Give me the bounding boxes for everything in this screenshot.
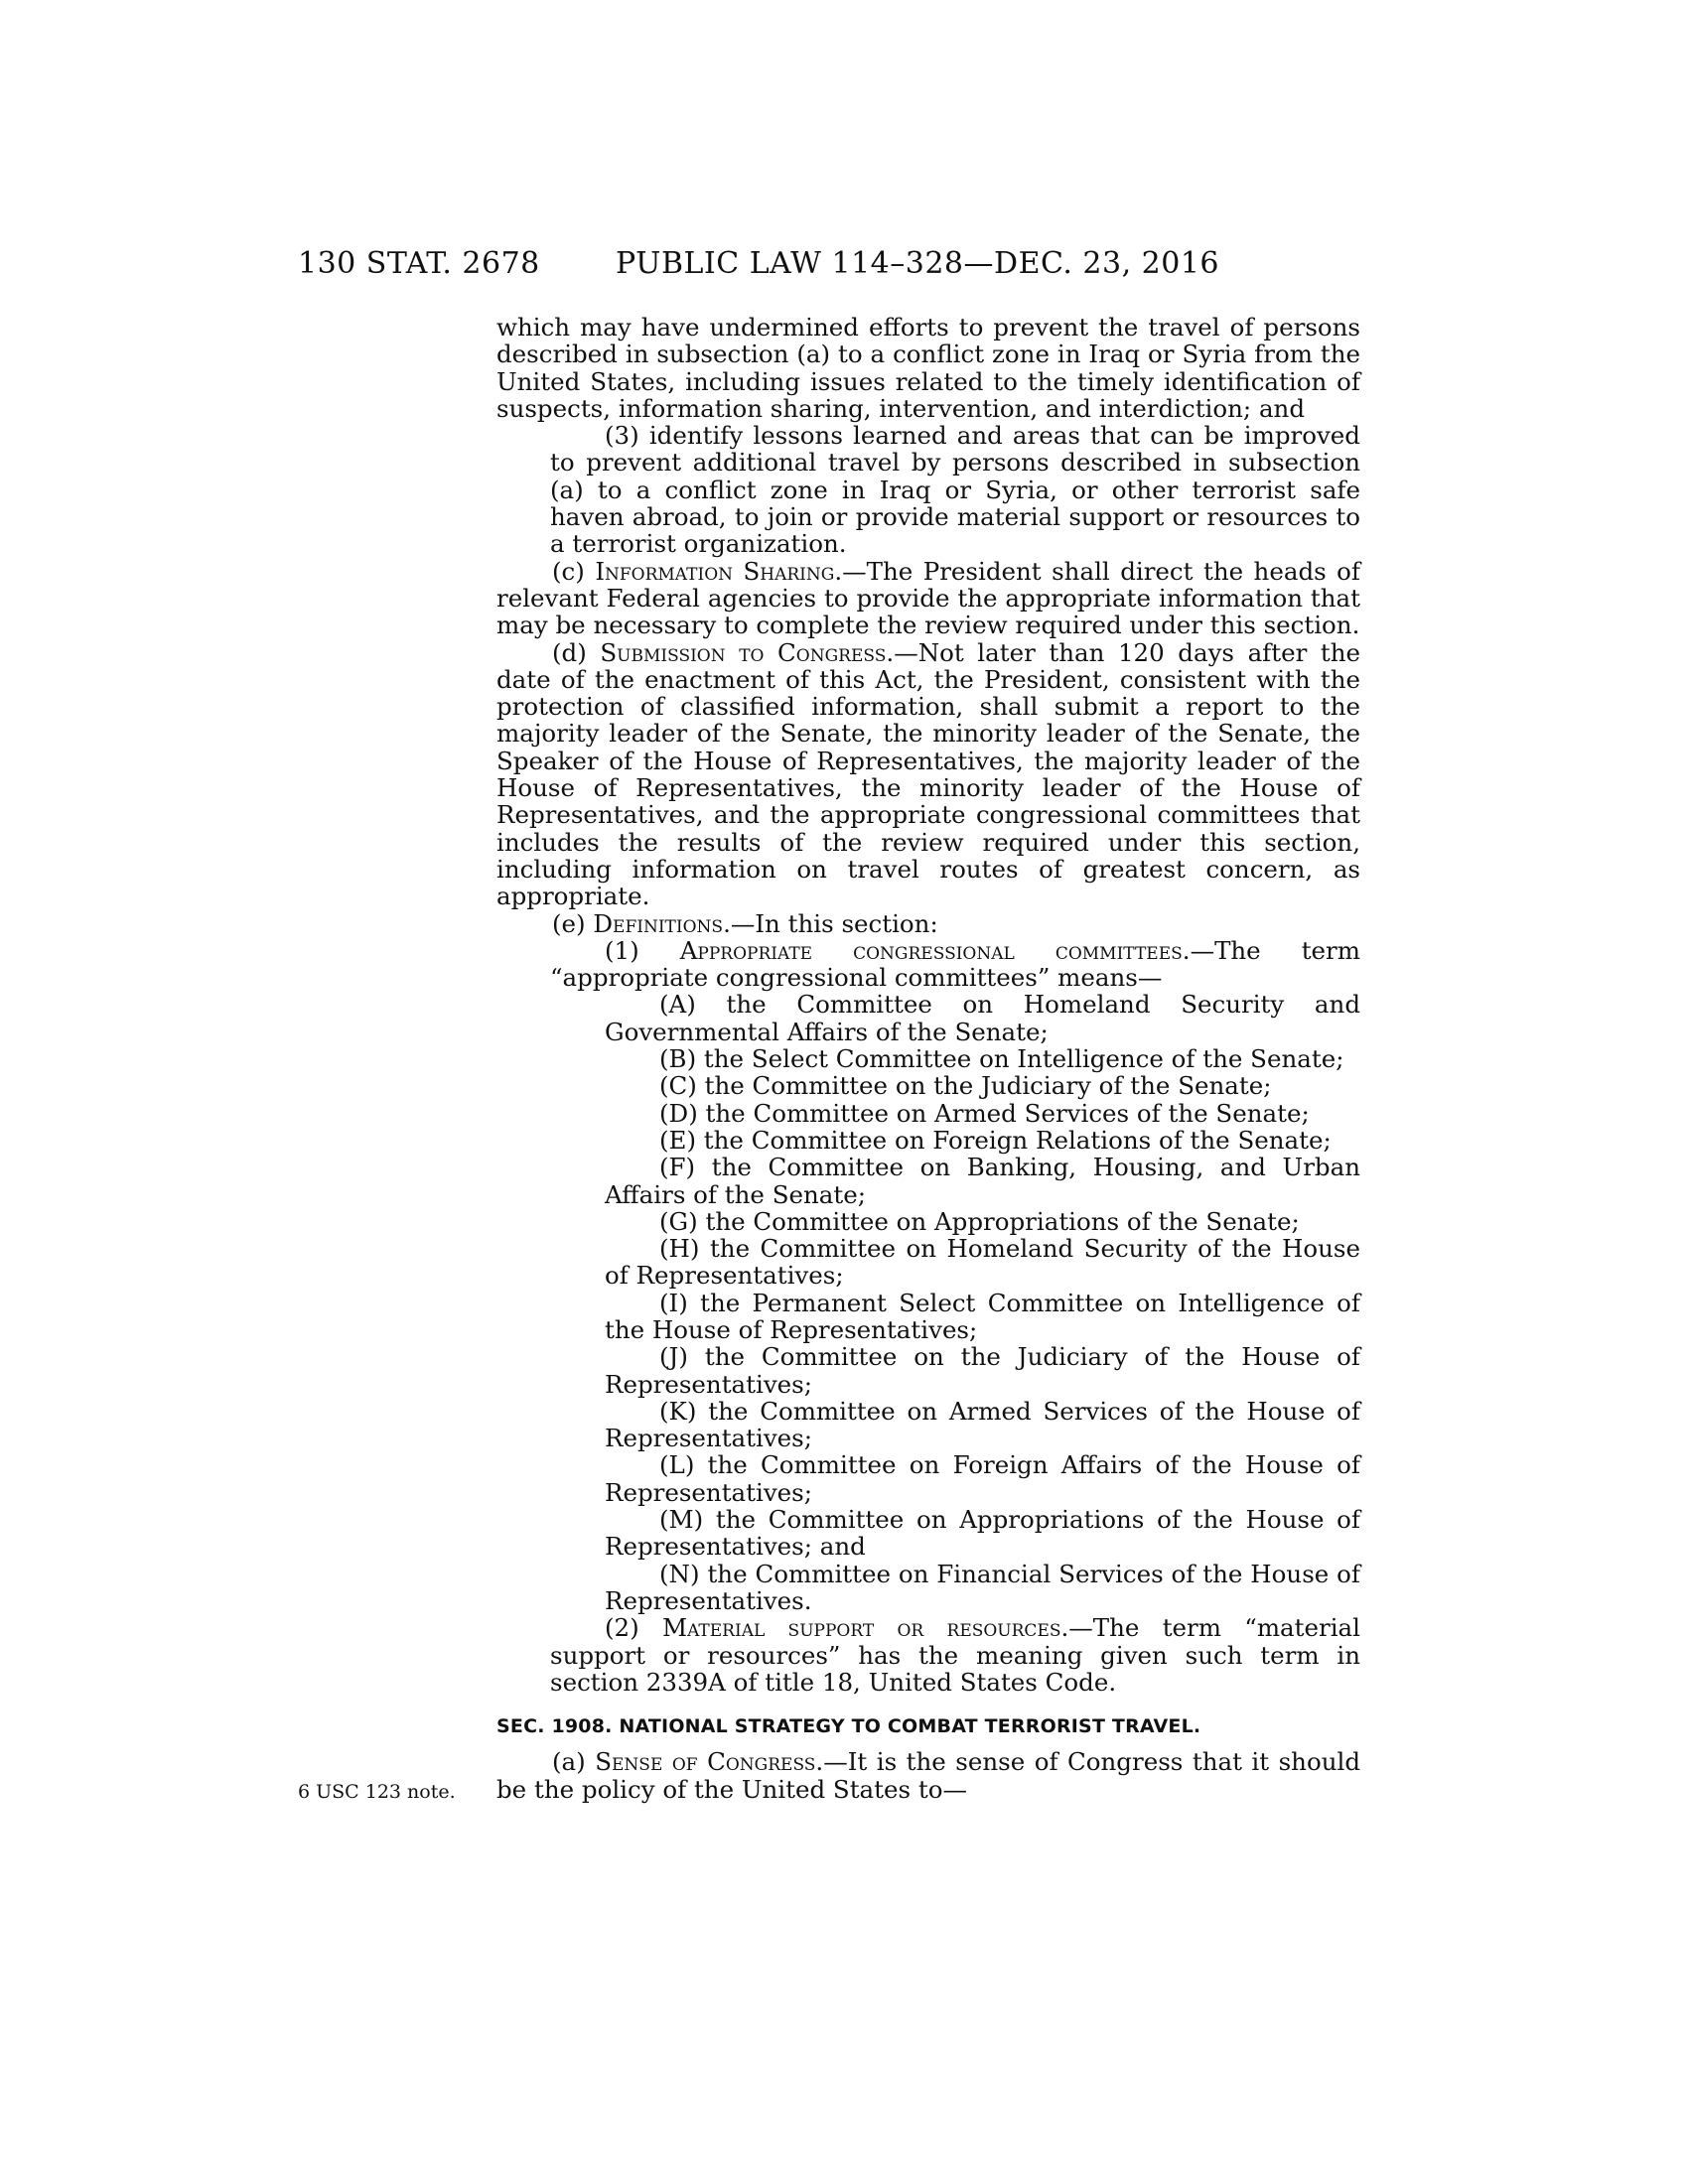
subsection-heading: Information Sharing. bbox=[595, 556, 843, 586]
page-header bbox=[298, 246, 1390, 286]
definition-heading: Appropriate congressional committees. bbox=[679, 935, 1191, 965]
definition-1: (1) Appropriate congressional committees.—The term “appropriate congressional committees” means— bbox=[550, 935, 1360, 993]
definition-2: (2) Material support or resources.—The term “material support or resources” has the meaning given such term in section 2339A of title 18, United States Code. bbox=[550, 1613, 1360, 1697]
committee-list-item: (K) the Committee on Armed Services of the House of Representatives; bbox=[605, 1396, 1360, 1453]
subsection-e: (e) Definitions.—In this section: bbox=[552, 908, 938, 938]
subsection-d: (d) Submission to Congress.—Not later than 120 days after the date of the enactment of this Act, the President, consistent with the protection of classified information, shall submit a report to the majority leader of the Senate, the minority leader of the Senate, the Speaker of the House of Representatives, the majority leader of the House of Representatives, the minority leader of the House of Representatives, and the appropriate congressional committees that includes the results of the review required under this section, including information on travel routes of greatest concern, as appropriate. bbox=[496, 637, 1360, 911]
subsection-c: (c) Information Sharing.—The President shall direct the heads of relevant Federal agencies to provide the appropriate information that may be necessary to complete the review required under this section. bbox=[496, 556, 1360, 640]
committee-list-item: (C) the Committee on the Judiciary of the Senate; bbox=[659, 1071, 1272, 1101]
subsection-heading: Definitions. bbox=[593, 908, 731, 938]
committee-list-item: (F) the Committee on Banking, Housing, and Urban Affairs of the Senate; bbox=[605, 1153, 1360, 1209]
committee-list-item: (D) the Committee on Armed Services of the Senate; bbox=[659, 1098, 1310, 1128]
committee-list-item: (J) the Committee on the Judiciary of the House of Representatives; bbox=[605, 1342, 1360, 1399]
committee-list-item: (A) the Committee on Homeland Security and Governmental Affairs of the Senate; bbox=[605, 990, 1360, 1046]
section-heading: SEC. 1908. NATIONAL STRATEGY TO COMBAT TERRORIST TRAVEL. bbox=[496, 1715, 1201, 1738]
committee-list-item: (M) the Committee on Appropriations of the House of Representatives; and bbox=[605, 1505, 1360, 1562]
definition-heading: Material support or resources. bbox=[662, 1613, 1069, 1643]
committee-list-item: (H) the Committee on Homeland Security of the House of Representatives; bbox=[605, 1234, 1360, 1291]
subsection-a: (a) Sense of Congress.—It is the sense of Congress that it should be the policy of the United States to— bbox=[496, 1747, 1361, 1804]
subsection-heading: Sense of Congress. bbox=[595, 1747, 824, 1777]
committee-list-item: (N) the Committee on Financial Services of the House of Representatives. bbox=[605, 1559, 1360, 1615]
committee-list-item: (G) the Committee on Appropriations of the Senate; bbox=[659, 1206, 1300, 1236]
committee-list-item: (E) the Committee on Foreign Relations of the Senate; bbox=[659, 1125, 1332, 1155]
committee-list-item: (L) the Committee on Foreign Affairs of the House of Representatives; bbox=[605, 1450, 1360, 1507]
document-body bbox=[496, 314, 1360, 1803]
paragraph: which may have undermined efforts to prevent the travel of persons described in subsection (a) to a conflict zone in Iraq or Syria from the United States, including issues related to the timely identification of suspects, information sharing, intervention, and interdiction; and bbox=[496, 313, 1360, 423]
public-law-title: PUBLIC LAW 114–328—DEC. 23, 2016 bbox=[616, 246, 1220, 281]
margin-note: 6 USC 123 note. bbox=[298, 1781, 456, 1803]
committee-list-item: (B) the Select Committee on Intelligence of the Senate; bbox=[659, 1044, 1344, 1074]
committee-list-item: (I) the Permanent Select Committee on Intelligence of the House of Representatives; bbox=[605, 1288, 1360, 1344]
paragraph: (3) identify lessons learned and areas that can be improved to prevent additional travel by persons described in subsection (a) to a conflict zone in Iraq or Syria, or other terrorist safe haven abroad, to join or provide material support or resources to a terrorist organization. bbox=[550, 421, 1360, 559]
subsection-heading: Submission to Congress. bbox=[600, 637, 895, 667]
statute-page-reference: 130 STAT. 2678 bbox=[298, 246, 540, 281]
